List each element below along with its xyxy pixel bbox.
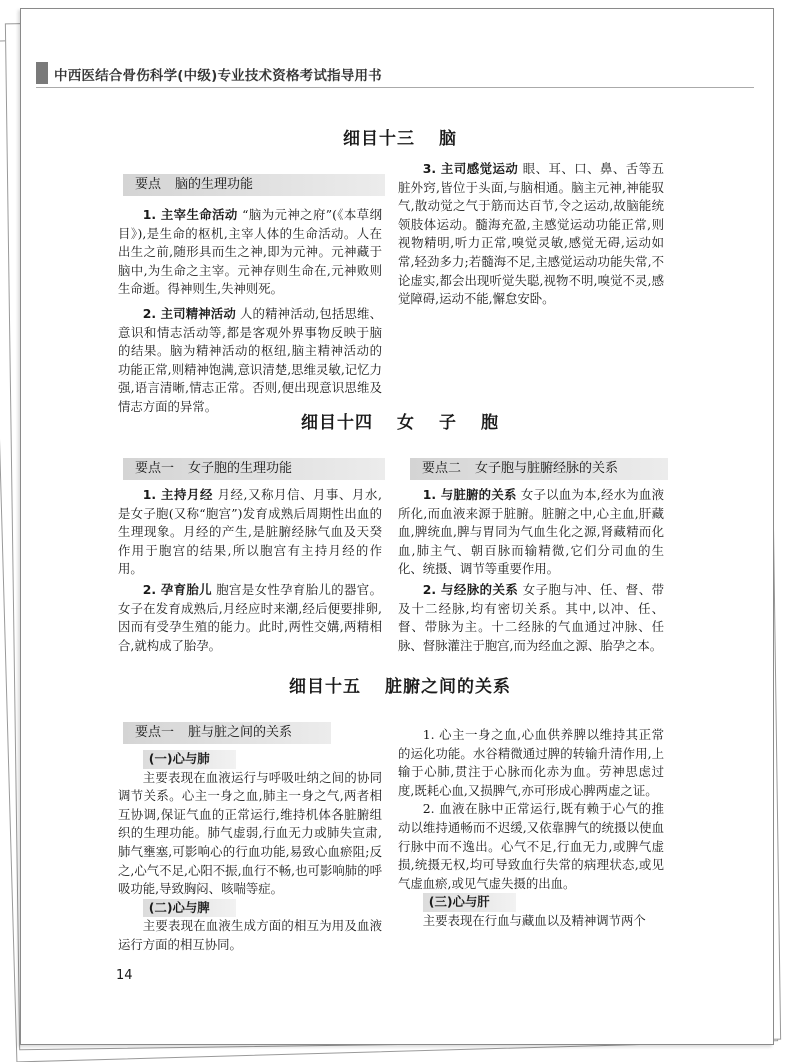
section-name: 胞 [481,413,499,433]
section-name: 脑 [439,129,457,149]
paragraph: 主要表现在行血与藏血以及精神调节两个 [422,912,646,928]
running-header [36,58,756,88]
paragraph: 主要表现在血液运行与呼吸吐纳之间的协同调节关系。心主一身之血,肺主一身之气,两者相互协调,保证气血的正常运行,维持机体各脏腑组织的生理功能。肺气虚弱,行血无力或肺失宣肃,肺气壅塞,可影响心的行血功能,易致心血瘀阻;反之,心气不足,心阳不振,血行不畅,也可影响肺的呼吸功能,导致胸闷、咳喘等症。 [118,769,382,897]
paragraph [398,160,664,309]
right-column-13 [398,160,664,309]
sub-heading: (一)心与肺 [143,750,236,769]
section-number: 细目十五 [289,677,361,697]
key-point-heading [123,458,385,480]
sub-heading-row [118,899,382,918]
key-point-heading [410,458,668,480]
section-name: 脏腑之间的关系 [385,677,511,697]
key-point-label: 要点一 [135,461,175,476]
paragraph [118,581,382,655]
paragraph-head: 2. 孕育胎儿 [142,581,212,597]
section-name: 子 [439,413,457,433]
running-header-text: 中西医结合骨伤科学(中级)专业技术资格考试指导用书 [54,68,382,84]
key-point-title: 女子胞与脏腑经脉的关系 [475,461,619,476]
key-point-title: 脑的生理功能 [175,177,254,192]
header-rule [36,87,754,88]
key-point-title: 脏与脏之间的关系 [188,725,293,740]
paragraph-body: 月经,又称月信、月事、月水,是女子胞(又称“胞宫”)发育成熟后周期性出血的生理现象。月经的产生,是脏腑经脉气血及天癸作用于胞宫的结果,所以胞宫有主持月经的作用。 [118,487,382,577]
section-number: 细目十四 [301,413,373,433]
key-point-label: 要点一 [135,725,175,740]
right-column-15 [398,708,664,931]
paragraph: 主要表现在血液生成方面的相互为用及血液运行方面的相互协同。 [118,918,382,952]
paragraph-head: 1. 主宰生命活动 [142,207,238,222]
left-column-15 [118,750,382,955]
paragraph-body: 人的精神活动,包括思维、意识和情志活动等,都是客观外界事物反映于脑的结果。脑为精神活动的枢纽,脑主精神活动的功能正常,则精神饱满,意识清楚,思维灵敏,记忆力强,语言清晰,情志正常。否则,便出现意识思维及情志方面的异常。 [118,305,382,414]
left-column-13 [118,206,382,417]
section-title-13 [0,124,800,149]
page-number: 14 [116,968,133,983]
key-point-label: 要点 [135,177,162,192]
key-point-title: 女子胞的生理功能 [188,461,293,476]
paragraph: 2. 血液在脉中正常运行,既有赖于心气的推动以维持通畅而不迟缓,又依靠脾气的统摄以使血行脉中而不逸出。心气不足,行血无力,或脾气虚损,统摄无权,均可导致血行失常的病理状态,或见气虚血瘀,或见气虚失摄的出血。 [398,801,664,891]
section-number: 细目十三 [343,129,415,149]
sub-heading-row [118,750,382,769]
paragraph-body: “脑为元神之府”(《本草纲目》),是生命的枢机,主宰人体的生命活动。人在出生之前,随形具而生之神,即为元神。元神藏于脑中,为生命之主宰。元神存则生命在,元神败则生命逝。得神则生,失神则死。 [118,207,382,297]
paragraph-body: 眼、耳、口、鼻、舌等五脏外窍,皆位于头面,与脑相通。脑主元神,神能驭气,散动觉之气于筋而达百节,令之运动,故脑能统领肢体运动。髓海充盈,主感觉运动功能正常,则视物精明,听力正常,嗅觉灵敏,感觉无碍,运动如常,轻劲多力;若髓海不足,主感觉运动功能失常,不论虚实,都会出现听觉失聪,视物不明,嗅觉不灵,感觉障碍,运动不能,懈怠安卧。 [398,161,664,307]
sub-heading: (二)心与脾 [143,899,236,918]
key-point-heading [123,722,331,744]
paragraph-body: 胞宫是女性孕育胎儿的器官。女子在发育成熟后,月经应时来潮,经后便要排卵,因而有受孕生殖的能力。此时,两性交媾,两精相合,就构成了胎孕。 [118,581,382,653]
paragraph-head: 1. 主持月经 [142,487,214,502]
key-point-heading [123,174,385,196]
paragraph [118,486,382,579]
section-name: 女 [397,413,415,433]
paragraph [398,486,664,579]
section-title-15 [0,672,800,697]
paragraph [398,581,664,655]
sub-heading-row [398,893,664,912]
paragraph-head: 3. 主司感觉运动 [422,161,519,176]
paragraph-head: 1. 与脏腑的关系 [422,487,517,502]
left-column-14 [118,486,382,655]
paragraph-head: 2. 与经脉的关系 [422,581,519,597]
right-column-14 [398,486,664,655]
header-bar [36,62,48,84]
paragraph-body: 女子胞与冲、任、督、带及十二经脉,均有密切关系。其中,以冲、任、督、带脉为主。十二经脉的气血通过冲脉、任脉、督脉灌注于胞宫,而为经血之源、胎孕之本。 [398,581,664,653]
paragraph: 1. 心主一身之血,心血供养脾以维持其正常的运化功能。水谷精微通过脾的转输升清作用,上输于心肺,贯注于心脉而化赤为血。劳神思虑过度,既耗心血,又损脾气,亦可形成心脾两虚之证。 [398,727,664,798]
paragraph [118,305,382,417]
paragraph-head: 2. 主司精神活动 [142,305,236,321]
paragraph [118,206,382,299]
section-title-14 [0,408,800,433]
paragraph-body: 女子以血为本,经水为血液所化,而血液来源于脏腑。脏腑之中,心主血,肝藏血,脾统血,脾与胃同为气血生化之源,肾藏精而化血,肺主气、朝百脉而输精微,它们分司血的生化、统摄、调节等重要作用。 [398,487,664,577]
key-point-label: 要点二 [422,461,462,476]
sub-heading: (三)心与肝 [423,893,516,912]
